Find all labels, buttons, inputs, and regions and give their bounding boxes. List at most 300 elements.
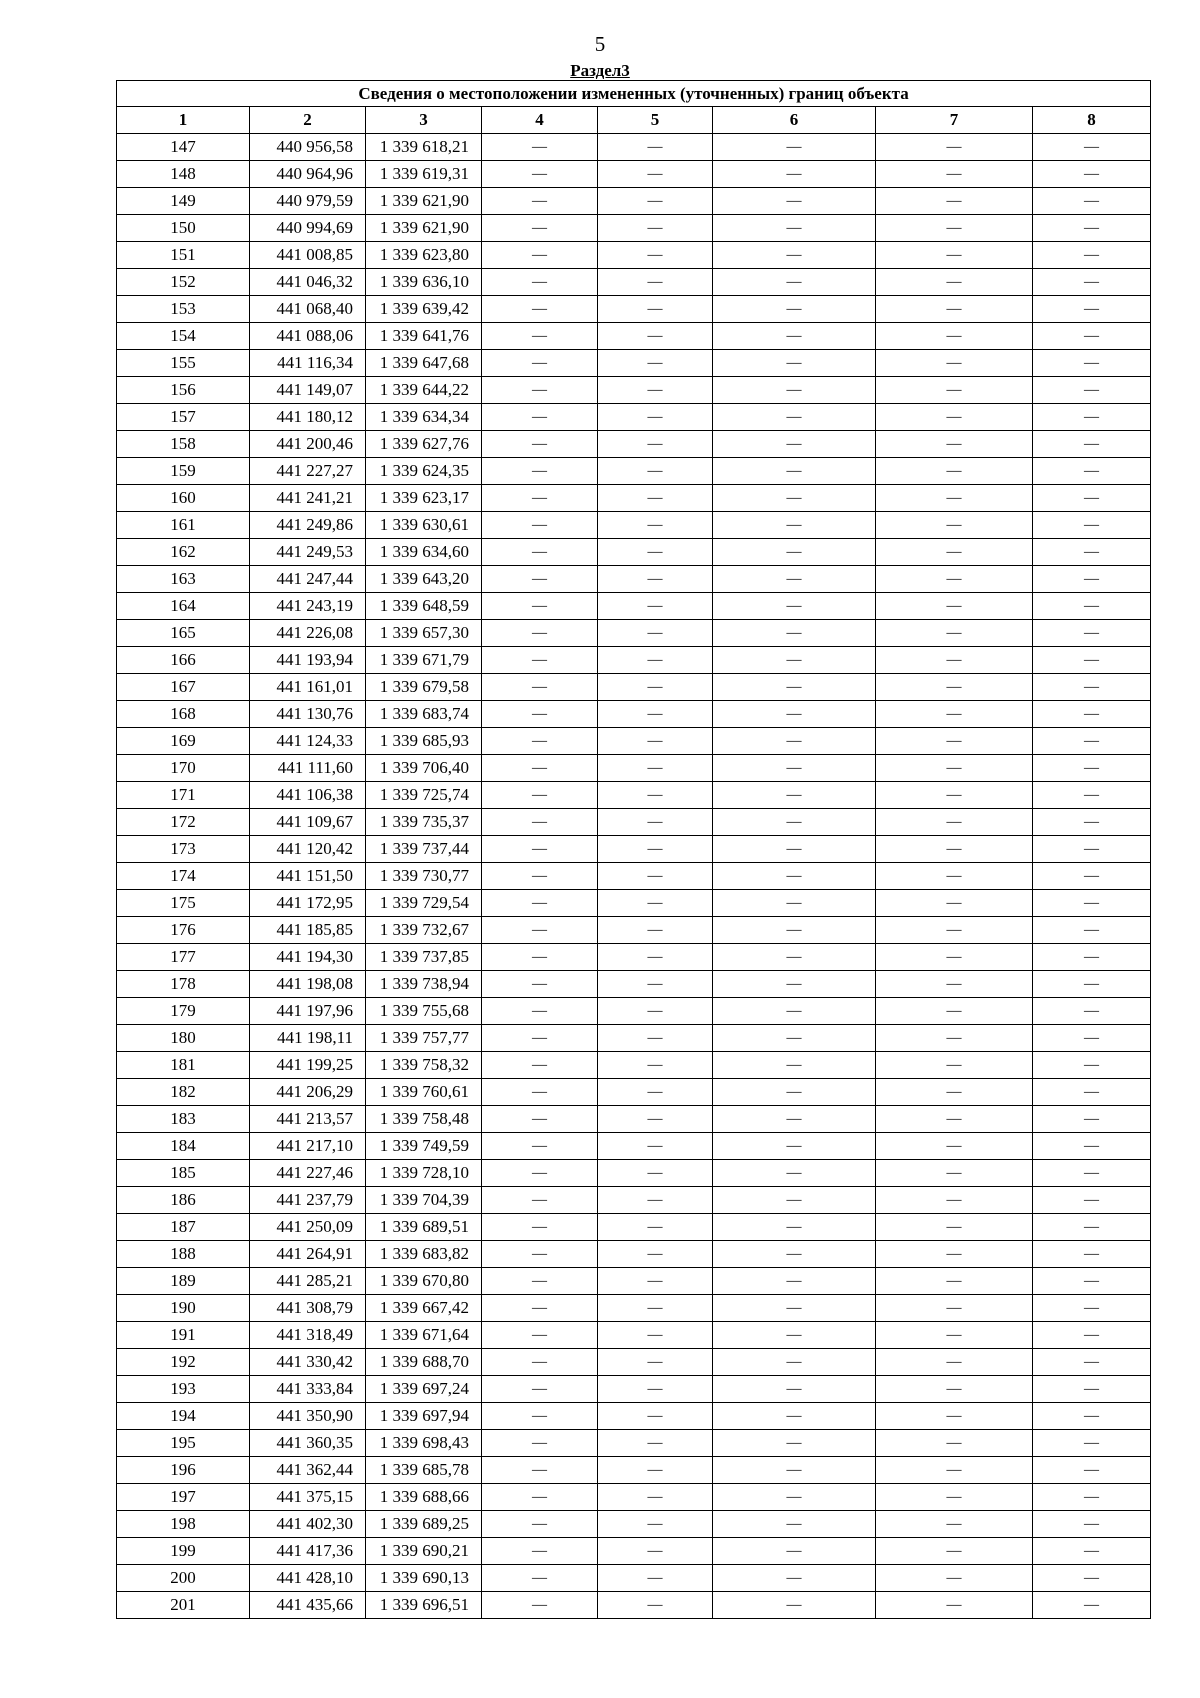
table-row <box>117 1133 1151 1160</box>
empty-value-cell: — <box>598 1403 713 1430</box>
empty-value-cell: — <box>1033 512 1151 539</box>
empty-value-cell: — <box>713 836 876 863</box>
table-row <box>117 728 1151 755</box>
empty-value-cell: — <box>876 863 1033 890</box>
empty-value-cell: — <box>1033 1430 1151 1457</box>
empty-value-cell: — <box>482 1592 598 1619</box>
x-coordinate-cell: 440 956,58 <box>250 134 366 161</box>
point-number-cell: 162 <box>117 539 250 566</box>
table-row <box>117 863 1151 890</box>
empty-value-cell: — <box>598 539 713 566</box>
empty-value-cell: — <box>598 1106 713 1133</box>
empty-value-cell: — <box>713 1160 876 1187</box>
empty-value-cell: — <box>876 1160 1033 1187</box>
y-coordinate-cell: 1 339 738,94 <box>366 971 482 998</box>
empty-value-cell: — <box>876 431 1033 458</box>
y-coordinate-cell: 1 339 755,68 <box>366 998 482 1025</box>
empty-value-cell: — <box>598 1538 713 1565</box>
empty-value-cell: — <box>713 1079 876 1106</box>
empty-value-cell: — <box>1033 1322 1151 1349</box>
table-row <box>117 1376 1151 1403</box>
y-coordinate-cell: 1 339 735,37 <box>366 809 482 836</box>
point-number-cell: 168 <box>117 701 250 728</box>
table-row <box>117 485 1151 512</box>
point-number-cell: 183 <box>117 1106 250 1133</box>
empty-value-cell: — <box>598 1052 713 1079</box>
empty-value-cell: — <box>876 971 1033 998</box>
y-coordinate-cell: 1 339 690,21 <box>366 1538 482 1565</box>
empty-value-cell: — <box>598 1214 713 1241</box>
empty-value-cell: — <box>876 836 1033 863</box>
empty-value-cell: — <box>598 1133 713 1160</box>
table-row <box>117 836 1151 863</box>
empty-value-cell: — <box>713 944 876 971</box>
table-row <box>117 674 1151 701</box>
y-coordinate-cell: 1 339 683,82 <box>366 1241 482 1268</box>
x-coordinate-cell: 441 285,21 <box>250 1268 366 1295</box>
empty-value-cell: — <box>876 1538 1033 1565</box>
empty-value-cell: — <box>482 1322 598 1349</box>
empty-value-cell: — <box>482 242 598 269</box>
empty-value-cell: — <box>598 647 713 674</box>
empty-value-cell: — <box>598 1241 713 1268</box>
empty-value-cell: — <box>713 1592 876 1619</box>
point-number-cell: 188 <box>117 1241 250 1268</box>
x-coordinate-cell: 441 206,29 <box>250 1079 366 1106</box>
empty-value-cell: — <box>1033 188 1151 215</box>
empty-value-cell: — <box>713 1430 876 1457</box>
y-coordinate-cell: 1 339 697,24 <box>366 1376 482 1403</box>
point-number-cell: 152 <box>117 269 250 296</box>
table-body <box>117 134 1151 1619</box>
empty-value-cell: — <box>876 188 1033 215</box>
column-header: 4 <box>482 107 598 134</box>
empty-value-cell: — <box>876 485 1033 512</box>
empty-value-cell: — <box>598 1484 713 1511</box>
table-row <box>117 890 1151 917</box>
empty-value-cell: — <box>598 1187 713 1214</box>
table-row <box>117 1052 1151 1079</box>
empty-value-cell: — <box>482 566 598 593</box>
empty-value-cell: — <box>482 593 598 620</box>
empty-value-cell: — <box>482 620 598 647</box>
x-coordinate-cell: 441 200,46 <box>250 431 366 458</box>
point-number-cell: 149 <box>117 188 250 215</box>
empty-value-cell: — <box>482 269 598 296</box>
x-coordinate-cell: 441 247,44 <box>250 566 366 593</box>
point-number-cell: 178 <box>117 971 250 998</box>
column-header-row <box>117 107 1151 134</box>
y-coordinate-cell: 1 339 690,13 <box>366 1565 482 1592</box>
table-row <box>117 1322 1151 1349</box>
column-header: 1 <box>117 107 250 134</box>
x-coordinate-cell: 441 333,84 <box>250 1376 366 1403</box>
column-header: 7 <box>876 107 1033 134</box>
empty-value-cell: — <box>482 1430 598 1457</box>
empty-value-cell: — <box>876 1457 1033 1484</box>
empty-value-cell: — <box>598 269 713 296</box>
table-row <box>117 809 1151 836</box>
empty-value-cell: — <box>482 1538 598 1565</box>
empty-value-cell: — <box>482 1295 598 1322</box>
y-coordinate-cell: 1 339 618,21 <box>366 134 482 161</box>
empty-value-cell: — <box>876 1214 1033 1241</box>
point-number-cell: 147 <box>117 134 250 161</box>
point-number-cell: 176 <box>117 917 250 944</box>
empty-value-cell: — <box>876 1268 1033 1295</box>
empty-value-cell: — <box>876 1322 1033 1349</box>
empty-value-cell: — <box>713 566 876 593</box>
point-number-cell: 160 <box>117 485 250 512</box>
empty-value-cell: — <box>876 890 1033 917</box>
table-row <box>117 647 1151 674</box>
empty-value-cell: — <box>1033 1214 1151 1241</box>
y-coordinate-cell: 1 339 671,64 <box>366 1322 482 1349</box>
empty-value-cell: — <box>876 539 1033 566</box>
y-coordinate-cell: 1 339 623,17 <box>366 485 482 512</box>
x-coordinate-cell: 440 979,59 <box>250 188 366 215</box>
empty-value-cell: — <box>598 944 713 971</box>
empty-value-cell: — <box>876 755 1033 782</box>
empty-value-cell: — <box>713 377 876 404</box>
empty-value-cell: — <box>713 512 876 539</box>
y-coordinate-cell: 1 339 760,61 <box>366 1079 482 1106</box>
section-title: Раздел3 <box>570 61 630 80</box>
empty-value-cell: — <box>713 971 876 998</box>
empty-value-cell: — <box>1033 1187 1151 1214</box>
empty-value-cell: — <box>482 1241 598 1268</box>
empty-value-cell: — <box>482 782 598 809</box>
empty-value-cell: — <box>482 1052 598 1079</box>
point-number-cell: 196 <box>117 1457 250 1484</box>
empty-value-cell: — <box>713 323 876 350</box>
x-coordinate-cell: 441 193,94 <box>250 647 366 674</box>
empty-value-cell: — <box>598 377 713 404</box>
empty-value-cell: — <box>713 242 876 269</box>
empty-value-cell: — <box>713 863 876 890</box>
empty-value-cell: — <box>1033 1484 1151 1511</box>
y-coordinate-cell: 1 339 730,77 <box>366 863 482 890</box>
x-coordinate-cell: 441 008,85 <box>250 242 366 269</box>
point-number-cell: 154 <box>117 323 250 350</box>
empty-value-cell: — <box>1033 674 1151 701</box>
table-row <box>117 215 1151 242</box>
empty-value-cell: — <box>1033 161 1151 188</box>
empty-value-cell: — <box>1033 485 1151 512</box>
empty-value-cell: — <box>482 998 598 1025</box>
y-coordinate-cell: 1 339 621,90 <box>366 215 482 242</box>
point-number-cell: 174 <box>117 863 250 890</box>
table-row <box>117 998 1151 1025</box>
x-coordinate-cell: 441 249,86 <box>250 512 366 539</box>
empty-value-cell: — <box>1033 593 1151 620</box>
empty-value-cell: — <box>876 1349 1033 1376</box>
table-row <box>117 593 1151 620</box>
x-coordinate-cell: 441 402,30 <box>250 1511 366 1538</box>
y-coordinate-cell: 1 339 670,80 <box>366 1268 482 1295</box>
table-row <box>117 1160 1151 1187</box>
empty-value-cell: — <box>598 917 713 944</box>
x-coordinate-cell: 441 435,66 <box>250 1592 366 1619</box>
empty-value-cell: — <box>713 1268 876 1295</box>
empty-value-cell: — <box>598 485 713 512</box>
empty-value-cell: — <box>713 593 876 620</box>
y-coordinate-cell: 1 339 685,78 <box>366 1457 482 1484</box>
empty-value-cell: — <box>482 755 598 782</box>
empty-value-cell: — <box>713 647 876 674</box>
y-coordinate-cell: 1 339 728,10 <box>366 1160 482 1187</box>
point-number-cell: 158 <box>117 431 250 458</box>
empty-value-cell: — <box>713 215 876 242</box>
point-number-cell: 190 <box>117 1295 250 1322</box>
empty-value-cell: — <box>482 647 598 674</box>
table-row <box>117 1430 1151 1457</box>
point-number-cell: 187 <box>117 1214 250 1241</box>
empty-value-cell: — <box>713 1052 876 1079</box>
empty-value-cell: — <box>598 242 713 269</box>
empty-value-cell: — <box>713 1349 876 1376</box>
empty-value-cell: — <box>713 1511 876 1538</box>
empty-value-cell: — <box>876 350 1033 377</box>
empty-value-cell: — <box>598 1565 713 1592</box>
empty-value-cell: — <box>876 269 1033 296</box>
point-number-cell: 200 <box>117 1565 250 1592</box>
empty-value-cell: — <box>1033 1376 1151 1403</box>
x-coordinate-cell: 441 172,95 <box>250 890 366 917</box>
empty-value-cell: — <box>1033 1268 1151 1295</box>
empty-value-cell: — <box>598 674 713 701</box>
y-coordinate-cell: 1 339 729,54 <box>366 890 482 917</box>
x-coordinate-cell: 441 318,49 <box>250 1322 366 1349</box>
point-number-cell: 197 <box>117 1484 250 1511</box>
empty-value-cell: — <box>1033 1457 1151 1484</box>
empty-value-cell: — <box>713 890 876 917</box>
empty-value-cell: — <box>598 512 713 539</box>
point-number-cell: 165 <box>117 620 250 647</box>
empty-value-cell: — <box>876 1187 1033 1214</box>
empty-value-cell: — <box>598 1592 713 1619</box>
table-row <box>117 350 1151 377</box>
empty-value-cell: — <box>598 836 713 863</box>
table-row <box>117 755 1151 782</box>
x-coordinate-cell: 441 360,35 <box>250 1430 366 1457</box>
y-coordinate-cell: 1 339 737,85 <box>366 944 482 971</box>
x-coordinate-cell: 441 199,25 <box>250 1052 366 1079</box>
point-number-cell: 199 <box>117 1538 250 1565</box>
table-row <box>117 1349 1151 1376</box>
empty-value-cell: — <box>876 242 1033 269</box>
empty-value-cell: — <box>1033 242 1151 269</box>
empty-value-cell: — <box>482 188 598 215</box>
x-coordinate-cell: 441 194,30 <box>250 944 366 971</box>
empty-value-cell: — <box>482 1133 598 1160</box>
empty-value-cell: — <box>713 1484 876 1511</box>
empty-value-cell: — <box>876 296 1033 323</box>
empty-value-cell: — <box>713 1457 876 1484</box>
empty-value-cell: — <box>713 1214 876 1241</box>
y-coordinate-cell: 1 339 704,39 <box>366 1187 482 1214</box>
empty-value-cell: — <box>713 782 876 809</box>
empty-value-cell: — <box>1033 1025 1151 1052</box>
table-row <box>117 296 1151 323</box>
empty-value-cell: — <box>713 458 876 485</box>
empty-value-cell: — <box>713 485 876 512</box>
empty-value-cell: — <box>876 1565 1033 1592</box>
x-coordinate-cell: 440 994,69 <box>250 215 366 242</box>
empty-value-cell: — <box>876 701 1033 728</box>
table-row <box>117 377 1151 404</box>
point-number-cell: 177 <box>117 944 250 971</box>
point-number-cell: 172 <box>117 809 250 836</box>
table-row <box>117 944 1151 971</box>
table-row <box>117 1214 1151 1241</box>
empty-value-cell: — <box>876 377 1033 404</box>
x-coordinate-cell: 441 227,46 <box>250 1160 366 1187</box>
table-row <box>117 1565 1151 1592</box>
y-coordinate-cell: 1 339 627,76 <box>366 431 482 458</box>
x-coordinate-cell: 441 198,11 <box>250 1025 366 1052</box>
empty-value-cell: — <box>598 863 713 890</box>
x-coordinate-cell: 441 227,27 <box>250 458 366 485</box>
empty-value-cell: — <box>876 1025 1033 1052</box>
empty-value-cell: — <box>598 1025 713 1052</box>
empty-value-cell: — <box>482 323 598 350</box>
empty-value-cell: — <box>876 566 1033 593</box>
empty-value-cell: — <box>1033 620 1151 647</box>
point-number-cell: 167 <box>117 674 250 701</box>
x-coordinate-cell: 441 250,09 <box>250 1214 366 1241</box>
empty-value-cell: — <box>482 674 598 701</box>
empty-value-cell: — <box>1033 458 1151 485</box>
empty-value-cell: — <box>1033 1511 1151 1538</box>
empty-value-cell: — <box>876 1106 1033 1133</box>
empty-value-cell: — <box>1033 323 1151 350</box>
empty-value-cell: — <box>1033 1106 1151 1133</box>
empty-value-cell: — <box>598 890 713 917</box>
point-number-cell: 151 <box>117 242 250 269</box>
table-row <box>117 971 1151 998</box>
empty-value-cell: — <box>1033 782 1151 809</box>
empty-value-cell: — <box>1033 1565 1151 1592</box>
point-number-cell: 180 <box>117 1025 250 1052</box>
empty-value-cell: — <box>482 296 598 323</box>
empty-value-cell: — <box>876 1079 1033 1106</box>
empty-value-cell: — <box>876 215 1033 242</box>
x-coordinate-cell: 441 226,08 <box>250 620 366 647</box>
point-number-cell: 164 <box>117 593 250 620</box>
empty-value-cell: — <box>713 404 876 431</box>
empty-value-cell: — <box>598 1160 713 1187</box>
table-row <box>117 1295 1151 1322</box>
y-coordinate-cell: 1 339 696,51 <box>366 1592 482 1619</box>
x-coordinate-cell: 441 197,96 <box>250 998 366 1025</box>
empty-value-cell: — <box>1033 1295 1151 1322</box>
empty-value-cell: — <box>482 1268 598 1295</box>
empty-value-cell: — <box>598 701 713 728</box>
empty-value-cell: — <box>482 1079 598 1106</box>
empty-value-cell: — <box>1033 1241 1151 1268</box>
empty-value-cell: — <box>713 1025 876 1052</box>
empty-value-cell: — <box>482 863 598 890</box>
page-number: 5 <box>594 32 606 56</box>
empty-value-cell: — <box>1033 1538 1151 1565</box>
point-number-cell: 169 <box>117 728 250 755</box>
empty-value-cell: — <box>713 998 876 1025</box>
x-coordinate-cell: 441 185,85 <box>250 917 366 944</box>
point-number-cell: 184 <box>117 1133 250 1160</box>
point-number-cell: 148 <box>117 161 250 188</box>
point-number-cell: 170 <box>117 755 250 782</box>
empty-value-cell: — <box>482 134 598 161</box>
x-coordinate-cell: 441 161,01 <box>250 674 366 701</box>
column-header: 5 <box>598 107 713 134</box>
empty-value-cell: — <box>1033 944 1151 971</box>
empty-value-cell: — <box>1033 1592 1151 1619</box>
y-coordinate-cell: 1 339 630,61 <box>366 512 482 539</box>
empty-value-cell: — <box>876 917 1033 944</box>
x-coordinate-cell: 441 046,32 <box>250 269 366 296</box>
empty-value-cell: — <box>598 728 713 755</box>
table-row <box>117 917 1151 944</box>
y-coordinate-cell: 1 339 688,66 <box>366 1484 482 1511</box>
empty-value-cell: — <box>1033 539 1151 566</box>
empty-value-cell: — <box>713 269 876 296</box>
point-number-cell: 186 <box>117 1187 250 1214</box>
table-row <box>117 404 1151 431</box>
x-coordinate-cell: 441 330,42 <box>250 1349 366 1376</box>
empty-value-cell: — <box>876 782 1033 809</box>
empty-value-cell: — <box>482 1403 598 1430</box>
empty-value-cell: — <box>1033 1052 1151 1079</box>
empty-value-cell: — <box>713 134 876 161</box>
empty-value-cell: — <box>876 1592 1033 1619</box>
x-coordinate-cell: 441 417,36 <box>250 1538 366 1565</box>
x-coordinate-cell: 441 308,79 <box>250 1295 366 1322</box>
table-row <box>117 1403 1151 1430</box>
y-coordinate-cell: 1 339 737,44 <box>366 836 482 863</box>
empty-value-cell: — <box>713 1538 876 1565</box>
empty-value-cell: — <box>598 350 713 377</box>
empty-value-cell: — <box>482 971 598 998</box>
empty-value-cell: — <box>713 161 876 188</box>
empty-value-cell: — <box>876 1403 1033 1430</box>
empty-value-cell: — <box>482 836 598 863</box>
x-coordinate-cell: 441 217,10 <box>250 1133 366 1160</box>
x-coordinate-cell: 441 149,07 <box>250 377 366 404</box>
empty-value-cell: — <box>1033 1079 1151 1106</box>
point-number-cell: 175 <box>117 890 250 917</box>
x-coordinate-cell: 441 116,34 <box>250 350 366 377</box>
x-coordinate-cell: 441 106,38 <box>250 782 366 809</box>
empty-value-cell: — <box>713 1403 876 1430</box>
point-number-cell: 192 <box>117 1349 250 1376</box>
x-coordinate-cell: 441 249,53 <box>250 539 366 566</box>
empty-value-cell: — <box>713 1295 876 1322</box>
empty-value-cell: — <box>1033 215 1151 242</box>
point-number-cell: 189 <box>117 1268 250 1295</box>
empty-value-cell: — <box>1033 1133 1151 1160</box>
empty-value-cell: — <box>1033 836 1151 863</box>
x-coordinate-cell: 441 375,15 <box>250 1484 366 1511</box>
empty-value-cell: — <box>598 1376 713 1403</box>
point-number-cell: 155 <box>117 350 250 377</box>
empty-value-cell: — <box>482 1160 598 1187</box>
point-number-cell: 195 <box>117 1430 250 1457</box>
y-coordinate-cell: 1 339 619,31 <box>366 161 482 188</box>
table-row <box>117 431 1151 458</box>
empty-value-cell: — <box>598 1079 713 1106</box>
y-coordinate-cell: 1 339 697,94 <box>366 1403 482 1430</box>
